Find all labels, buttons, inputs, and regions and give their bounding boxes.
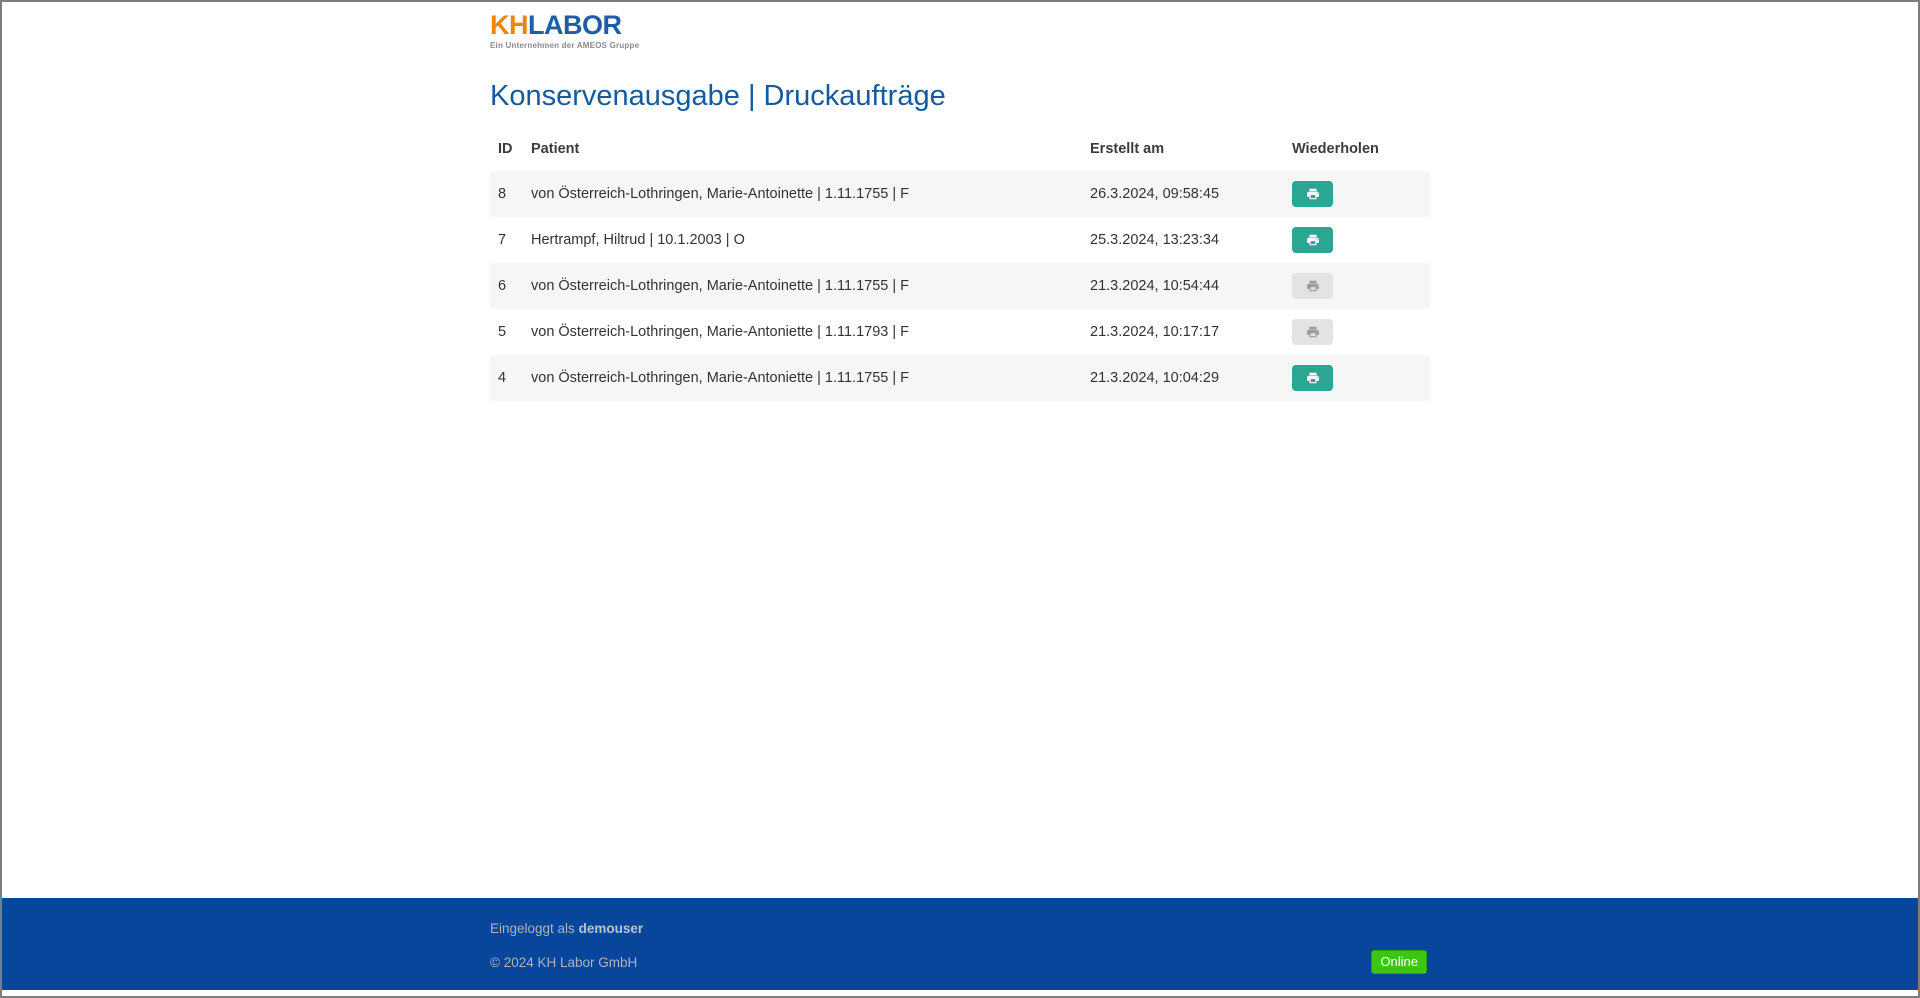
printer-icon — [1306, 233, 1320, 247]
row-patient-cell: Hertrampf, Hiltrud | 10.1.2003 | O — [531, 232, 745, 248]
row-created-cell: 26.3.2024, 09:58:45 — [1090, 171, 1292, 217]
row-id-cell: 6 — [490, 263, 531, 309]
print-jobs-table — [490, 141, 1430, 401]
row-id-cell: 4 — [490, 355, 531, 401]
header — [490, 2, 1430, 50]
online-status-badge: Online — [1371, 950, 1427, 974]
row-patient-cell: von Österreich-Lothringen, Marie-Antoinette | 1.11.1755 | F — [531, 171, 1090, 217]
printer-icon — [1306, 325, 1320, 339]
row-created-cell: 21.3.2024, 10:54:44 — [1090, 263, 1292, 309]
print-button[interactable] — [1292, 181, 1333, 207]
row-created-cell: 25.3.2024, 13:23:34 — [1090, 232, 1220, 248]
row-action-cell — [1292, 217, 1430, 263]
row-id-cell: 5 — [498, 324, 507, 340]
copyright-text: © 2024 KH Labor GmbH — [490, 954, 638, 970]
brand-wordmark — [490, 12, 639, 39]
menu-button[interactable] — [1426, 24, 1430, 28]
row-patient-cell: von Österreich-Lothringen, Marie-Antoniette | 1.11.1755 | F — [531, 355, 1090, 401]
brand-logo[interactable] — [490, 12, 639, 50]
row-patient-cell: von Österreich-Lothringen, Marie-Antoinette | 1.11.1755 | F — [531, 263, 1090, 309]
table-row — [490, 355, 1430, 401]
column-header-patient: Patient — [531, 141, 580, 157]
table-row — [490, 309, 1430, 355]
table-row — [490, 171, 1430, 217]
table-row — [490, 263, 1430, 309]
username: demouser — [578, 921, 644, 936]
print-jobs-tbody — [490, 171, 1430, 401]
footer — [2, 898, 1918, 990]
row-created-cell: 21.3.2024, 10:04:29 — [1090, 355, 1292, 401]
print-button — [1292, 273, 1333, 299]
row-created-cell: 21.3.2024, 10:17:17 — [1090, 324, 1220, 340]
page-title: Konservenausgabe | Druckaufträge — [490, 80, 946, 112]
logged-in-prefix: Eingeloggt als — [490, 921, 575, 936]
column-header-repeat: Wiederholen — [1292, 141, 1379, 157]
table-header-row — [490, 141, 1430, 171]
column-header-id: ID — [498, 141, 513, 157]
logo-tagline: Ein Unternehmen der AMEOS Gruppe — [490, 41, 640, 50]
logo-kh: KH — [490, 10, 528, 40]
column-header-created: Erstellt am — [1090, 141, 1165, 157]
row-action-cell — [1292, 171, 1430, 217]
row-action-cell — [1292, 309, 1430, 355]
table-row — [490, 217, 1430, 263]
print-button[interactable] — [1292, 227, 1333, 253]
row-action-cell — [1292, 263, 1430, 309]
print-button — [1292, 319, 1333, 345]
printer-icon — [1306, 371, 1320, 385]
row-id-cell: 8 — [490, 171, 531, 217]
row-action-cell — [1292, 355, 1430, 401]
printer-icon — [1306, 279, 1320, 293]
logo-labor: LABOR — [528, 10, 622, 40]
printer-icon — [1306, 187, 1320, 201]
row-id-cell: 7 — [498, 232, 507, 248]
print-button[interactable] — [1292, 365, 1333, 391]
row-patient-cell: von Österreich-Lothringen, Marie-Antoniette | 1.11.1793 | F — [531, 324, 910, 340]
logged-in-text — [490, 921, 1430, 936]
